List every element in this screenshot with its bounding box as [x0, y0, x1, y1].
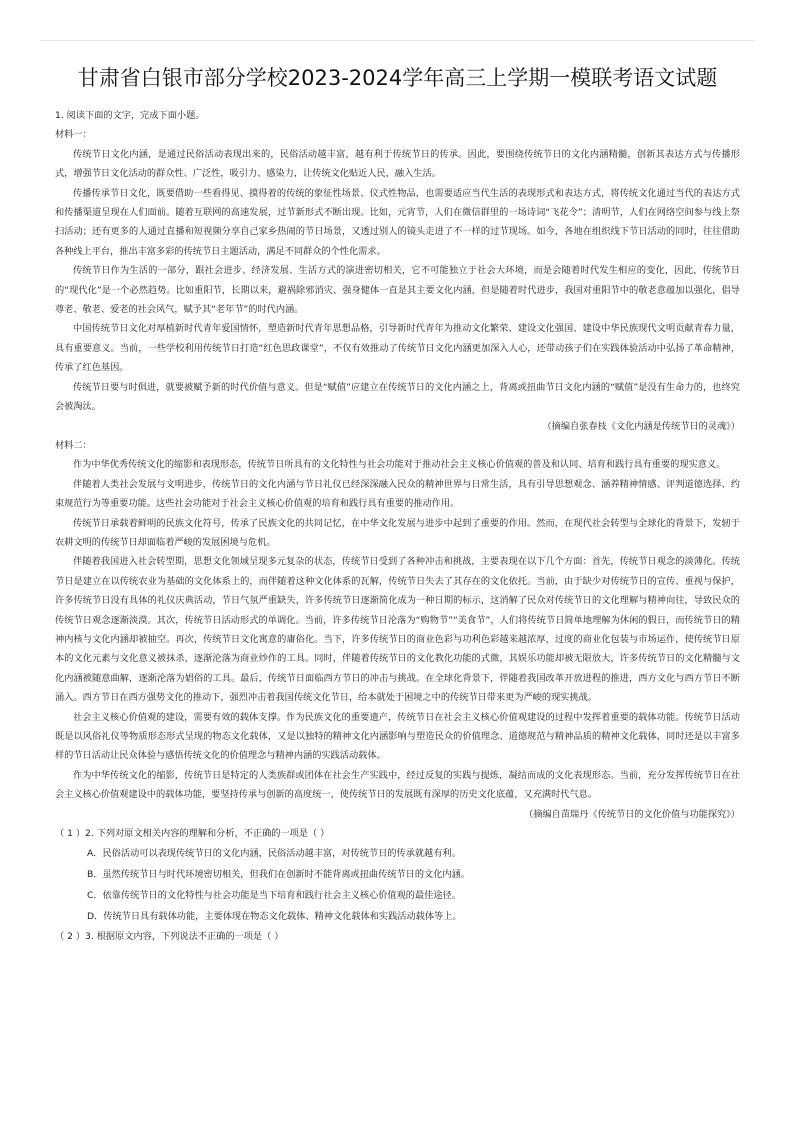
material2-paragraph: 传统节日承载着鲜明的民族文化符号，传承了民族文化的共同记忆，在中华文化发展与进步中起到了重要的作用。然而，在现代社会转型与全球化的背景下，发轫于农耕文明的传统节日却面临着严峻的发展困境与危机。	[55, 517, 740, 548]
material2-source: （摘编自苗瑞丹《传统节日的文化价值与功能探究》）	[524, 808, 740, 820]
question-1-option-b: B．虽然传统节日与时代环境密切相关，但我们在创新时不能背离或扭曲传统节日的文化内涵。	[87, 869, 470, 881]
header-rule	[40, 40, 754, 41]
question-1-option-a: A．民俗活动可以表现传统节日的文化内涵，民俗活动越丰富，对传统节日的传承就越有利。	[87, 848, 461, 860]
material2-paragraph: 伴随着人类社会发展与文明进步，传统节日的文化内涵与节日礼仪已经深深融入民众的精神世界与日常生活，具有引导思想观念、涵养精神情感、评判道德选择、约束规范行为等重要功能。这些社会功能对于社会主义核心价值观的培育和践行具有重要的推动作用。	[55, 478, 740, 510]
material1-paragraph: 传统节日文化内涵，是通过民俗活动表现出来的，民俗活动越丰富，越有利于传统节日的传承。因此，要围绕传统节日的文化内涵精髓，创新其表达方式与传播形式，增强节日文化活动的群众性、广泛性，吸引力、感染力，让传统文化贴近人民，融入生活。	[55, 148, 740, 180]
question-instruction: 1. 阅读下面的文字，完成下面小题。	[55, 110, 205, 121]
material2-paragraph: 作为中华传统文化的缩影，传统节日是特定的人类族群或团体在社会生产实践中，经过反复的实践与提炼，凝结而成的文化表现形态。当前，充分发挥传统节日在社会主义核心价值观建设中的载体功能，要坚持传承与创新的高度统一，使传统节日的发展既有深厚的历史文化底蕴，又充满时代气息。	[55, 769, 740, 801]
material1-paragraph: 中国传统节日文化对厚植新时代青年爱国情怀，塑造新时代青年思想品格，引导新时代青年为推动文化繁荣、建设文化强国、建设中华民族现代文明贡献青春力量，具有重要意义。当前，一些学校利用传统节日打造“红色思政课堂”，不仅有效推动了传统节日文化内涵更加深入人心，还带动孩子们在实践体验活动中弘扬了革命精神，传承了红色基因。	[55, 323, 740, 374]
question-1-option-c: C．依靠传统节日的文化特性与社会功能是当下培育和践行社会主义核心价值观的最佳途径。	[87, 890, 461, 902]
question-1-option-d: D．传统节日具有载体功能，主要体现在物态文化载体、精神文化载体和实践活动载体等上。	[87, 911, 462, 923]
question-1-stem: （ 1 ）2. 下列对原文相关内容的理解和分析，不正确的一项是（ ）	[55, 828, 330, 840]
material1-source: （摘编自张春枝《文化内涵是传统节日的灵魂》）	[542, 420, 740, 432]
material2-paragraph: 伴随着我国进入社会转型期，思想文化领域呈现多元复杂的状态，传统节日受到了各种冲击和挑战，主要表现在以下几个方面：首先，传统节日观念的淡薄化。传统节日是建立在以传统农业为基础的文化体系上的，而伴随着这种文化体系的瓦解，传统节日失去了其存在的文化依托。当前，由于缺少对传统节日的宣传、重视与保护，许多传统节日没有具体的礼仪庆典活动，节日气氛严重缺失，许多传统节日逐渐简化成为一种日期的标示，这消解了民众对传统节日的文化理解与精神向往，导致民众的传统节日观念逐渐淡漠。其次，传统节日活动形式的单调化。当前，许多传统节日沦落为“购物节”“美食节”，人们将传统节日简单地理解为休闲的假日，而传统节日的精神内核与文化内涵却被抽空。再次，传统节日文化寓意的庸俗化。当下，许多传统节日的商业色彩与功利色彩越来越浓厚，过度的商业化包装与市场运作，使传统节日原本的文化元素与文化意义被抹杀，逐渐沦落为商业炒作的工具。同时，伴随着传统节日的文化教化功能的式微，其娱乐功能却被无限放大，许多传统节日的文化精髓与文化内涵被随意曲解，逐渐沦落为娼俗的工具。最后，传统节日面临西方节日的冲击与挑战。在全球化背景下，伴随着我国改革开放进程的推进，西方文化与西方节日不断涌入。西方节日在西方强势文化的推动下，强烈冲击着我国传统文化节日，给本就处于困境之中的传统节日带来更为严峻的现实挑战。	[55, 556, 740, 704]
question-2-stem: （ 2 ）3. 根据原文内容，下列说法不正确的一项是（ ）	[55, 931, 284, 943]
material2-label: 材料二：	[55, 439, 92, 451]
material2-paragraph: 社会主义核心价值观的建设，需要有效的载体支撑。作为民族文化的重要遗产，传统节日在社会主义核心价值观建设的过程中发挥着重要的载体功能。传统节日活动既是以风俗礼仪等物质形态形式呈现的物态文化载体，又是以独特的精神文化内涵影响与塑造民众的价值理念、道德规范与精神品质的精神文化载体，同时还是以丰富多样的节日活动让民众体验与感悟传统文化的价值理念与精神内涵的实践活动载体。	[55, 711, 740, 762]
material1-label: 材料一：	[55, 129, 92, 141]
page-title: 甘肃省白银市部分学校2023-2024学年高三上学期一模联考语文试题	[77, 66, 718, 90]
material1-paragraph: 传播传承节日文化，既要借助一些看得见、摸得着的传统的象征性场景、仪式性物品，也需要适应当代生活的表现形式和表达方式，将传统文化通过当代的表达方式和传播渠道呈现在人们面前。随着互联网的高速发展，过节新形式不断出现。比如，元宵节，人们在微信群里的一场诗词“飞花令”；清明节，人们在网络空间参与线上祭扫活动；还有更多的人通过直播和短视频分享自己家乡热闹的节日场景，又透过别人的镜头走进了不一样的过节现场。如今，各地在组织线下节日活动的同时，往往借助各种线上平台，推出丰富多彩的传统节日主题活动，满足不同群众的个性化需求。	[55, 187, 740, 257]
material2-paragraph: 作为中华优秀传统文化的缩影和表现形态，传统节日所具有的文化特性与社会功能对于推动社会主义核心价值观的普及和认同、培育和践行具有重要的现实意义。	[73, 459, 726, 471]
material1-paragraph: 传统节日要与时俱进，就要被赋予新的时代价值与意义。但是“赋值”应建立在传统节日的文化内涵之上，背离或扭曲节日文化内涵的“赋值”是没有生命力的，也终究会被淘汰。	[55, 381, 740, 413]
exam-page	[55, 62, 740, 947]
material1-paragraph: 传统节日作为生活的一部分，跟社会进步、经济发展、生活方式的演进密切相关，它不可能独立于社会大环境，而是会随着时代发生相应的变化，因此，传统节日的“现代化”是一个必然趋势。比如重阳节，长期以来，避祸除邪消灾、强身健体一直是其主要文化内涵，但是随着时代进步，我国对重阳节中的敬老意蕴加以强化，倡导尊老、敬老、爱老的社会风气，赋予其“老年节”的时代内涵。	[55, 265, 740, 316]
